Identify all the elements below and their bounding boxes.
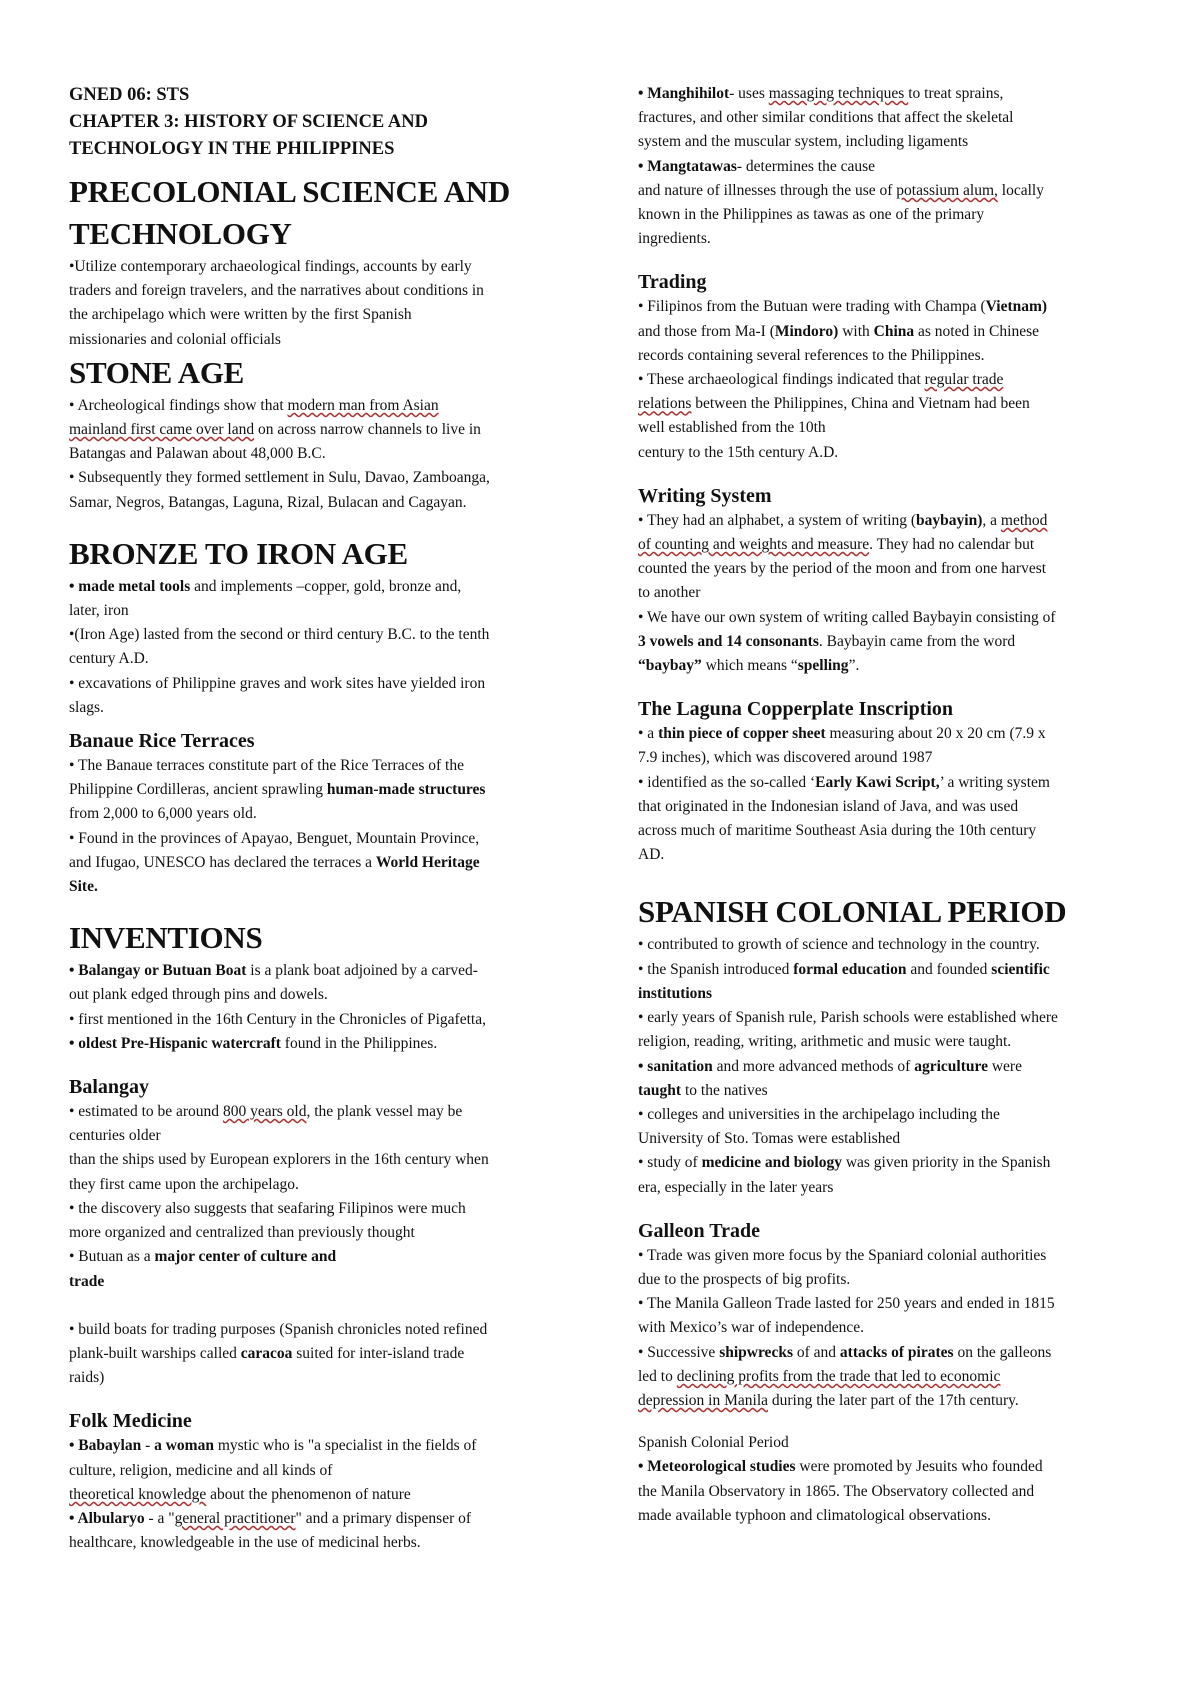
- paragraph-line: Samar, Negros, Batangas, Laguna, Rizal, Bulacan and Cagayan.: [69, 493, 467, 511]
- text-run: spelling: [797, 657, 849, 675]
- text-run: formal education: [793, 960, 907, 978]
- section-meteorological: [638, 1431, 1138, 1528]
- paragraph-line: •(Iron Age) lasted from the second or third century B.C. to the tenth: [69, 626, 490, 644]
- text-run: and nature of illnesses through the use of: [638, 181, 897, 199]
- text-run: depression in Manila: [638, 1391, 769, 1409]
- text-run: 3 vowels and 14 consonants: [638, 632, 819, 650]
- paragraph-line: 7.9 inches), which was discovered around 1987: [638, 749, 933, 767]
- text-run: on the galleons: [953, 1343, 1052, 1361]
- text-run: between the Philippines, China and Vietnam had been: [691, 395, 1030, 413]
- paragraph-line: century to the 15th century A.D.: [638, 443, 839, 461]
- text-run: during the later part of the 17th century.: [768, 1391, 1019, 1409]
- paragraph-line: • excavations of Philippine graves and work sites have yielded iron: [69, 674, 486, 692]
- text-run: major center of culture and: [154, 1248, 337, 1266]
- text-run: regular trade: [924, 371, 1004, 389]
- text-run: mystic who is "a specialist in the fields of: [213, 1437, 477, 1455]
- text-run: of and: [792, 1343, 840, 1361]
- text-run: suited for inter-island trade: [292, 1344, 465, 1362]
- text-run: • Successive: [638, 1343, 720, 1361]
- text-run: declining profits from the trade that led to economic: [676, 1367, 1001, 1385]
- text-run: 800 years old: [222, 1103, 307, 1121]
- text-run: • study of: [638, 1154, 702, 1172]
- heading-laguna-copperplate: The Laguna Copperplate Inscription: [638, 698, 954, 721]
- paragraph-line: era, especially in the later years: [638, 1178, 834, 1196]
- text-run: Vietnam): [985, 298, 1048, 316]
- heading-precolonial-2: TECHNOLOGY: [69, 216, 292, 251]
- text-run: • Babaylan: [69, 1437, 142, 1455]
- text-run: • Manghihilot: [638, 85, 730, 102]
- heading-writing-system: Writing System: [638, 484, 772, 507]
- text-run: Mindoro): [774, 322, 839, 340]
- paragraph-line: Site.: [69, 878, 98, 896]
- text-run: found in the Philippines.: [280, 1034, 438, 1052]
- text-run: “baybay”: [638, 657, 702, 675]
- text-run: human-made structures: [326, 781, 486, 799]
- text-run: mainland first came over land: [69, 421, 255, 439]
- section-balangay: [69, 1074, 577, 1390]
- paragraph-line: [638, 392, 1138, 416]
- paragraph-line: [69, 394, 577, 418]
- heading-stone-age: STONE AGE: [69, 354, 245, 390]
- text-run: taught: [638, 1081, 682, 1099]
- text-run: - a ": [144, 1509, 175, 1527]
- document-header: [69, 82, 577, 163]
- text-run: was given priority in the Spanish: [841, 1154, 1051, 1172]
- text-run: • These archaeological findings indicated that: [638, 371, 925, 389]
- paragraph-line: later, iron: [69, 602, 129, 620]
- section-precolonial: [69, 171, 577, 352]
- paragraph-line: traders and foreign travelers, and the narratives about conditions in: [69, 282, 484, 300]
- text-run: , a: [982, 511, 1001, 529]
- paragraph-line: [638, 630, 1138, 654]
- text-run: • Archeological findings show that: [69, 396, 288, 414]
- text-run: China: [873, 322, 915, 340]
- text-run: • sanitation: [638, 1057, 713, 1075]
- text-run: scientific: [991, 960, 1050, 978]
- text-run: ’ a writing system: [939, 773, 1050, 791]
- text-run: • Butuan as a: [69, 1248, 155, 1266]
- paragraph-line: [69, 1434, 577, 1458]
- paragraph-line: [638, 1079, 1138, 1103]
- paragraph-line: [638, 82, 1138, 106]
- text-run: and more advanced methods of: [712, 1057, 915, 1075]
- course-code: GNED 06: STS: [69, 85, 190, 105]
- paragraph-line: century A.D.: [69, 650, 149, 668]
- paragraph-line: the Manila Observatory in 1865. The Observatory collected and: [638, 1482, 1035, 1500]
- text-run: agriculture: [914, 1057, 988, 1075]
- paragraph-line: with Mexico’s war of independence.: [638, 1319, 864, 1337]
- paragraph-line: • The Manila Galleon Trade lasted for 250 years and ended in 1815: [638, 1295, 1055, 1313]
- heading-bronze-iron-age: BRONZE TO IRON AGE: [69, 535, 408, 571]
- paragraph-line: slags.: [69, 698, 104, 716]
- text-run: locally: [997, 181, 1044, 199]
- text-run: • Filipinos from the Butuan were trading with Champa (: [638, 298, 986, 316]
- section-banaue-rice-terraces: [69, 728, 577, 899]
- paragraph-line: [638, 1365, 1138, 1389]
- text-run: • estimated to be around: [69, 1103, 223, 1121]
- paragraph-line: centuries older: [69, 1127, 161, 1145]
- paragraph-line: [69, 1483, 577, 1507]
- paragraph-line: [638, 155, 1138, 179]
- paragraph-line: [638, 295, 1138, 319]
- paragraph-line: • colleges and universities in the archipelago including the: [638, 1105, 1000, 1123]
- text-run: plank-built warships called: [69, 1344, 241, 1362]
- text-run: • the Spanish introduced: [638, 960, 794, 978]
- text-run: World Heritage: [375, 853, 480, 871]
- paragraph-line: made available typhoon and climatological observations.: [638, 1506, 991, 1524]
- paragraph-line: missionaries and colonial officials: [69, 330, 281, 348]
- text-run: led to: [638, 1367, 677, 1385]
- text-run: modern man from Asian: [287, 396, 439, 414]
- text-run: • Albularyo: [69, 1509, 145, 1527]
- paragraph-line: [638, 320, 1138, 344]
- text-run: relations: [638, 395, 692, 413]
- paragraph-line: • build boats for trading purposes (Spanish chronicles noted refined: [69, 1320, 488, 1338]
- paragraph-line: from 2,000 to 6,000 years old.: [69, 805, 257, 823]
- text-run: , the plank vessel may be: [306, 1103, 463, 1121]
- paragraph-line: [69, 959, 577, 983]
- text-run: • oldest Pre-Hispanic watercraft: [69, 1034, 281, 1052]
- paragraph-line: [69, 1507, 577, 1531]
- paragraph-line: than the ships used by European explorers in the 16th century when: [69, 1151, 489, 1169]
- text-run: and those from Ma-I (: [638, 322, 775, 340]
- section-laguna-copperplate: [638, 696, 1138, 867]
- paragraph-line: • Found in the provinces of Apayao, Benguet, Mountain Province,: [69, 829, 480, 847]
- text-run: as noted in Chinese: [914, 322, 1039, 340]
- text-run: about the phenomenon of nature: [206, 1485, 411, 1503]
- text-run: . They had no calendar but: [869, 536, 1035, 554]
- text-run: with: [838, 322, 874, 340]
- heading-galleon-trade: Galleon Trade: [638, 1219, 761, 1242]
- chapter-title-line-1: CHAPTER 3: HISTORY OF SCIENCE AND: [69, 112, 428, 132]
- left-column: [69, 82, 577, 1555]
- paragraph-line: AD.: [638, 846, 665, 864]
- text-run: shipwrecks: [719, 1343, 793, 1361]
- heading-spanish-colonial: SPANISH COLONIAL PERIOD: [638, 894, 1067, 930]
- text-run: Philippine Cordilleras, ancient sprawling: [69, 781, 327, 799]
- heading-balangay: Balangay: [69, 1076, 150, 1099]
- section-galleon-trade: [638, 1218, 1138, 1413]
- text-run: on across narrow channels to live in: [254, 421, 481, 439]
- text-run: caracoa: [240, 1344, 293, 1362]
- paragraph-line: [638, 509, 1138, 533]
- text-run: were promoted by Jesuits who founded: [795, 1458, 1043, 1476]
- paragraph-line: [69, 1342, 577, 1366]
- text-run: were: [987, 1057, 1022, 1075]
- text-run: method: [1000, 511, 1048, 529]
- paragraph-line: culture, religion, medicine and all kinds of: [69, 1461, 333, 1479]
- paragraph-line: • first mentioned in the 16th Century in the Chronicles of Pigafetta,: [69, 1010, 486, 1028]
- paragraph-line: [69, 778, 577, 802]
- text-run: medicine and biology: [701, 1154, 842, 1172]
- section-spanish-colonial: [638, 891, 1138, 1199]
- section-inventions: [69, 917, 577, 1056]
- paragraph-line: that originated in the Indonesian island of Java, and was used: [638, 797, 1019, 815]
- paragraph-line: [638, 722, 1138, 746]
- text-run: • Meteorological studies: [638, 1458, 796, 1476]
- section-bronze-iron-age: [69, 533, 577, 720]
- text-run: thin piece of copper sheet: [658, 725, 826, 743]
- text-run: • Balangay or Butuan Boat: [69, 962, 247, 980]
- paragraph-line: •Utilize contemporary archaeological findings, accounts by early: [69, 258, 472, 275]
- paragraph-line: well established from the 10th: [638, 419, 826, 437]
- paragraph-line: [69, 851, 577, 875]
- paragraph-line: Batangas and Palawan about 48,000 B.C.: [69, 445, 326, 463]
- section-folk-medicine-continued: [638, 82, 1138, 251]
- paragraph-line: known in the Philippines as tawas as one of the primary: [638, 206, 985, 224]
- text-run: • made metal tools: [69, 577, 191, 595]
- text-run: of counting and weights and measure: [638, 536, 870, 554]
- paragraph-line: [69, 1245, 577, 1269]
- paragraph-line: [638, 1151, 1138, 1175]
- paragraph-line: trade: [69, 1272, 105, 1290]
- paragraph-line: institutions: [638, 984, 713, 1002]
- paragraph-line: [638, 1055, 1138, 1079]
- heading-inventions: INVENTIONS: [69, 920, 263, 956]
- paragraph-line: [638, 958, 1138, 982]
- text-run: - uses: [729, 85, 769, 102]
- text-run: • They had an alphabet, a system of writing (: [638, 511, 917, 529]
- heading-folk-medicine: Folk Medicine: [69, 1410, 192, 1433]
- right-column: [638, 82, 1138, 1528]
- paragraph-line: • Subsequently they formed settlement in Sulu, Davao, Zamboanga,: [69, 469, 490, 487]
- paragraph-line: raids): [69, 1369, 105, 1387]
- text-run: to the natives: [681, 1081, 768, 1099]
- text-run: Early Kawi Script,: [815, 773, 940, 791]
- text-run: - determines the cause: [736, 157, 876, 175]
- paragraph-line: [638, 654, 1138, 678]
- heading-precolonial-1: PRECOLONIAL SCIENCE AND: [69, 174, 510, 209]
- paragraph-line: system and the muscular system, including ligaments: [638, 133, 969, 151]
- text-run: and implements –copper, gold, bronze and,: [190, 577, 462, 595]
- chapter-title-line-2: TECHNOLOGY IN THE PHILIPPINES: [69, 139, 395, 159]
- paragraph-line: [69, 1100, 577, 1124]
- paragraph-line: more organized and centralized than previously thought: [69, 1224, 415, 1242]
- paragraph-line: [69, 1032, 577, 1056]
- paragraph-line: out plank edged through pins and dowels.: [69, 986, 328, 1004]
- paragraph-line: ingredients.: [638, 230, 711, 248]
- paragraph-line: • the discovery also suggests that seafaring Filipinos were much: [69, 1199, 466, 1217]
- text-run: -: [141, 1437, 155, 1455]
- paragraph-line: [69, 418, 577, 442]
- paragraph-line: they first came upon the archipelago.: [69, 1175, 299, 1193]
- paragraph-line: fractures, and other similar conditions that affect the skeletal: [638, 109, 1014, 127]
- paragraph-line: • contributed to growth of science and technology in the country.: [638, 936, 1040, 954]
- paragraph-line: • Trade was given more focus by the Spaniard colonial authorities: [638, 1246, 1047, 1264]
- paragraph-line: University of Sto. Tomas were established: [638, 1130, 901, 1148]
- text-run: attacks of pirates: [839, 1343, 954, 1361]
- paragraph-line: religion, reading, writing, arithmetic and music were taught.: [638, 1033, 1012, 1051]
- paragraph-line: [638, 1389, 1138, 1413]
- paragraph-line: records containing several references to the Philippines.: [638, 346, 985, 364]
- paragraph-line: [638, 1455, 1138, 1479]
- text-run: " and a primary dispenser of: [295, 1509, 472, 1527]
- paragraph-line: due to the prospects of big profits.: [638, 1270, 851, 1288]
- heading-banaue: Banaue Rice Terraces: [69, 730, 255, 753]
- paragraph-line: counted the years by the period of the moon and from one harvest: [638, 560, 1047, 578]
- text-run: massaging techniques: [768, 85, 909, 102]
- paragraph-line: [638, 368, 1138, 392]
- section-trading: [638, 269, 1138, 464]
- section-folk-medicine: [69, 1408, 577, 1555]
- subsection-label: Spanish Colonial Period: [638, 1434, 789, 1452]
- text-run: to treat sprains,: [908, 85, 1004, 102]
- paragraph-line: to another: [638, 584, 701, 602]
- section-writing-system: [638, 483, 1138, 678]
- text-run: a woman: [154, 1437, 214, 1455]
- paragraph-line: [638, 533, 1138, 557]
- paragraph-line: [638, 179, 1138, 203]
- text-run: ”.: [848, 657, 860, 675]
- text-run: which means “: [701, 657, 798, 675]
- paragraph-line: [638, 1341, 1138, 1365]
- text-run: . Baybayin came from the word: [818, 632, 1016, 650]
- text-run: is a plank boat adjoined by a carved-: [246, 962, 478, 980]
- paragraph-line: the archipelago which were written by the first Spanish: [69, 306, 412, 324]
- text-run: general practitioner: [174, 1509, 296, 1527]
- text-run: • identified as the so-called ‘: [638, 773, 816, 791]
- text-run: measuring about 20 x 20 cm (7.9 x: [825, 725, 1046, 743]
- text-run: potassium alum,: [896, 181, 998, 199]
- heading-trading: Trading: [638, 271, 707, 294]
- paragraph-line: • The Banaue terraces constitute part of the Rice Terraces of the: [69, 757, 464, 775]
- paragraph-line: healthcare, knowledgeable in the use of medicinal herbs.: [69, 1534, 421, 1552]
- text-run: • a: [638, 725, 659, 743]
- paragraph-line: • early years of Spanish rule, Parish schools were established where: [638, 1009, 1058, 1027]
- text-run: theoretical knowledge: [69, 1485, 207, 1503]
- paragraph-line: [69, 575, 577, 599]
- paragraph-line: • We have our own system of writing called Baybayin consisting of: [638, 608, 1056, 626]
- paragraph-line: [638, 771, 1138, 795]
- text-run: baybayin): [916, 511, 983, 529]
- text-run: and founded: [906, 960, 992, 978]
- paragraph-line: across much of maritime Southeast Asia during the 10th century: [638, 822, 1037, 840]
- text-run: and Ifugao, UNESCO has declared the terraces a: [69, 853, 376, 871]
- section-stone-age: [69, 352, 577, 515]
- text-run: • Mangtatawas: [638, 157, 737, 175]
